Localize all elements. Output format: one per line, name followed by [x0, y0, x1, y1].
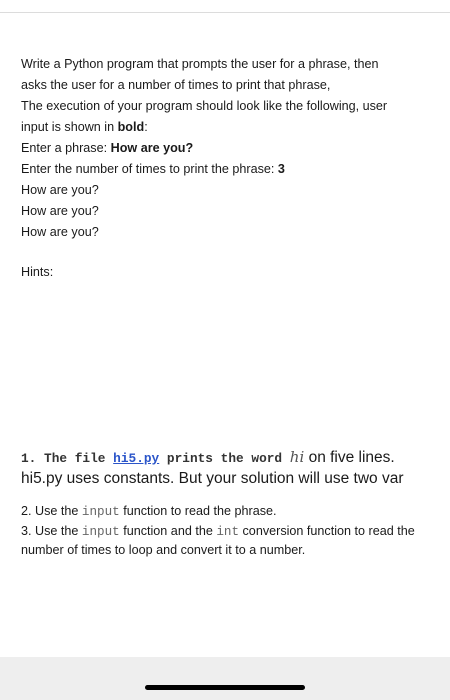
hint-2-prefix: 2. Use the — [21, 504, 82, 518]
hint-3-prefix: 3. Use the — [21, 523, 82, 538]
example-prompt-2: Enter the number of times to print the phrase: — [21, 162, 278, 176]
example-prompt-1: Enter a phrase: — [21, 141, 111, 155]
hint-1-suffix: on five lines. — [304, 449, 395, 466]
problem-line-4-suffix: : — [144, 120, 148, 134]
example-output-3: How are you? — [21, 225, 99, 239]
home-indicator[interactable] — [145, 685, 305, 690]
problem-line-1: Write a Python program that prompts the user for a phrase, then — [21, 57, 379, 71]
hint-3-middle: function and the — [119, 523, 217, 538]
example-prompt-phrase — [21, 138, 441, 159]
hint-1-prefix: 1. The file — [21, 451, 114, 466]
hint-1-line-2: hi5.py uses constants. But your solution will use two var — [21, 470, 404, 487]
hints-title: Hints: — [21, 265, 54, 279]
hint-2-code: input — [81, 505, 120, 519]
hint-3-suffix: conversion function to read the number of times to loop and convert it to a number. — [21, 523, 415, 557]
hint-3-code-1: input — [81, 524, 120, 539]
example-prompt-times — [21, 159, 441, 180]
problem-line-4 — [21, 117, 441, 138]
bottom-bar — [0, 657, 450, 700]
hi5-file-link[interactable]: hi5.py — [113, 451, 160, 466]
hint-1-word: hi — [289, 448, 305, 466]
problem-line-4-prefix: input is shown in — [21, 120, 118, 134]
hint-1 — [21, 446, 450, 470]
hint-1-middle: prints the word — [159, 451, 290, 466]
problem-line-3: The execution of your program should look like the following, user — [21, 99, 388, 113]
example-output-2: How are you? — [21, 204, 99, 218]
problem-statement — [21, 54, 441, 243]
example-answer-2: 3 — [277, 162, 285, 176]
example-output-1: How are you? — [21, 183, 99, 197]
problem-line-2: asks the user for a number of times to print that phrase, — [21, 78, 331, 92]
hint-2-suffix: function to read the phrase. — [119, 504, 277, 518]
bold-word: bold — [117, 120, 145, 134]
hint-3-code-2: int — [216, 524, 240, 539]
hint-list — [21, 502, 431, 560]
example-answer-1: How are you? — [110, 141, 194, 155]
hint-3 — [21, 522, 431, 560]
hint-2 — [21, 502, 431, 522]
top-divider — [0, 12, 450, 13]
